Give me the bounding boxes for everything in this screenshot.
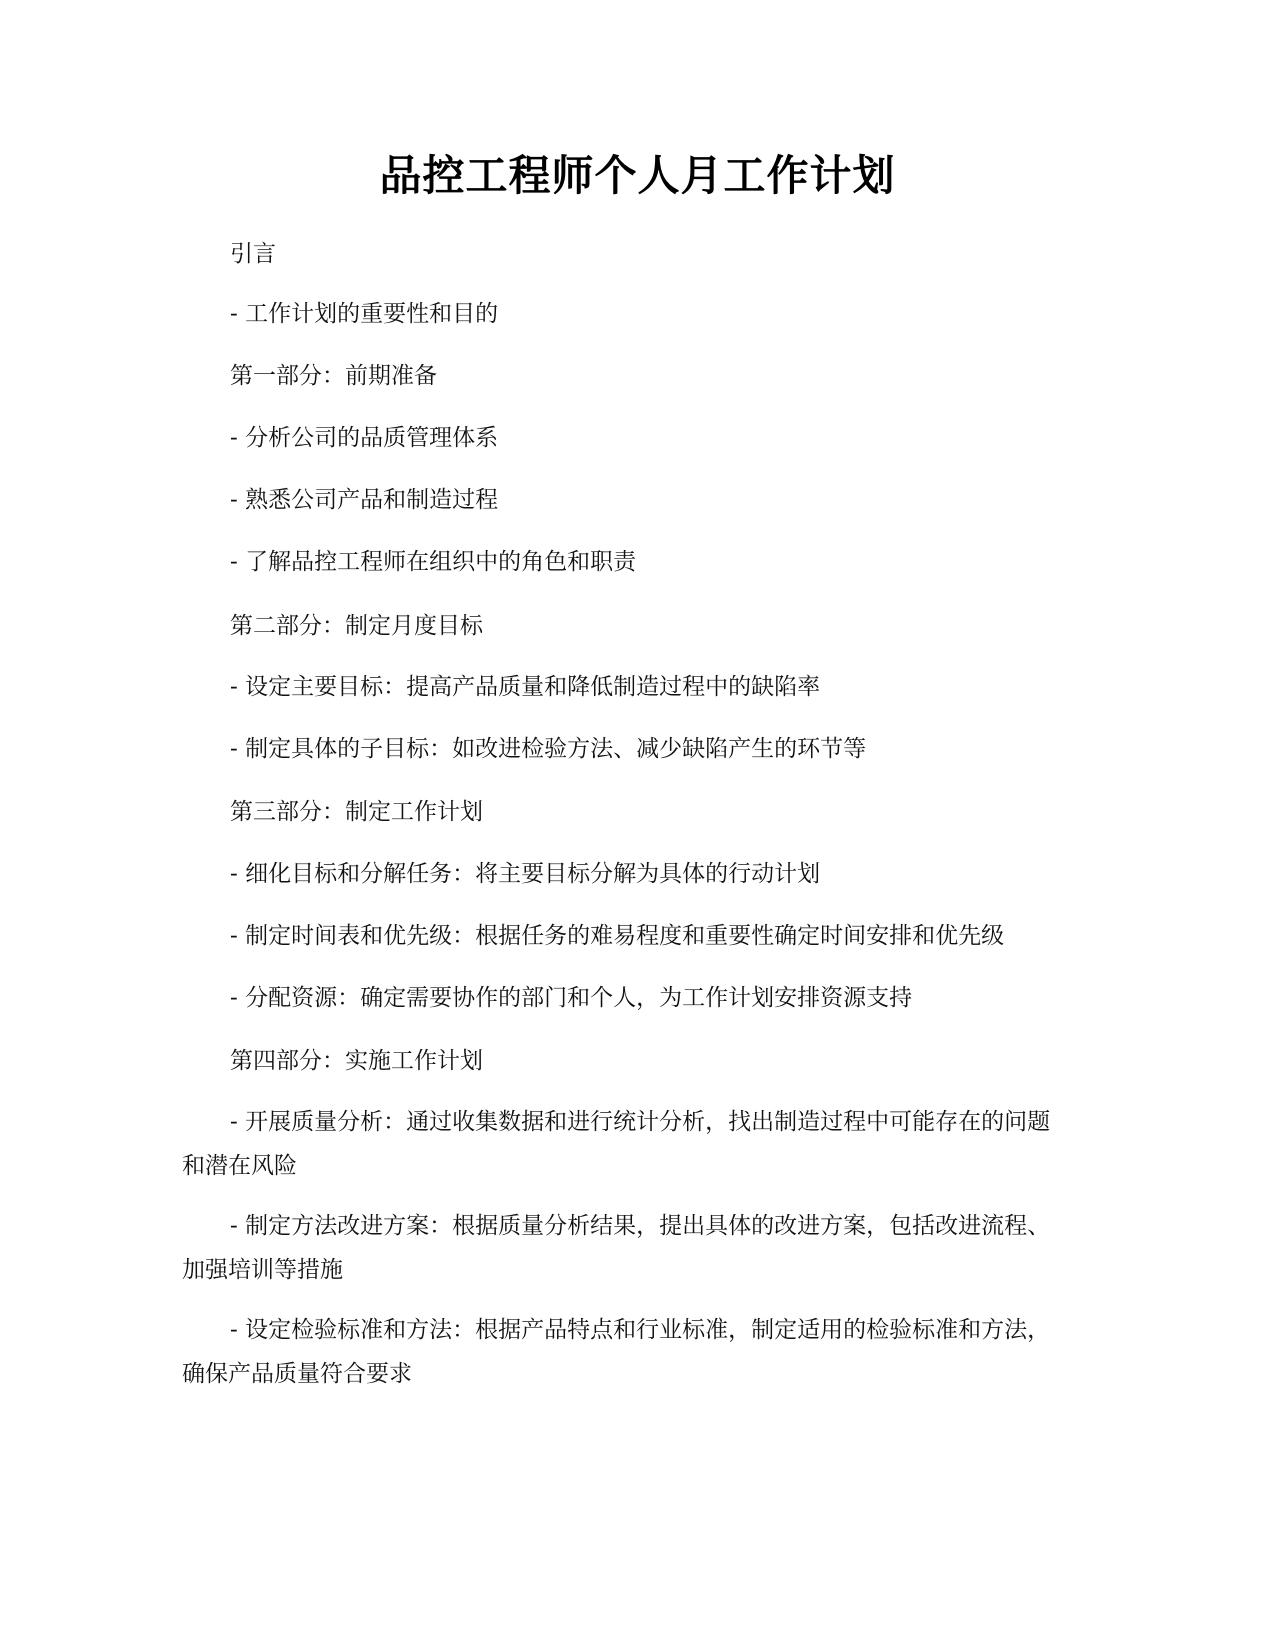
paragraph-part1-item: - 熟悉公司产品和制造过程	[230, 487, 499, 513]
paragraph-part2-item: - 设定主要目标：提高产品质量和降低制造过程中的缺陷率	[230, 674, 821, 700]
paragraph-part1-heading: 第一部分：前期准备	[230, 363, 437, 389]
paragraph-part3-item: - 制定时间表和优先级：根据任务的难易程度和重要性确定时间安排和优先级	[230, 923, 1005, 949]
paragraph-part3-heading: 第三部分：制定工作计划	[230, 799, 483, 825]
paragraph-part1-item: - 了解品控工程师在组织中的角色和职责	[230, 549, 637, 575]
paragraph-part3-item: - 分配资源：确定需要协作的部门和个人，为工作计划安排资源支持	[230, 985, 913, 1011]
paragraph-part4-item: - 设定检验标准和方法：根据产品特点和行业标准，制定适用的检验标准和方法，确保产品质量符合要求	[182, 1317, 1051, 1387]
paragraph-part4-item: - 开展质量分析：通过收集数据和进行统计分析，找出制造过程中可能存在的问题和潜在风险	[182, 1109, 1051, 1179]
paragraph-part1-item: - 分析公司的品质管理体系	[230, 425, 499, 451]
paragraph-part3-item: - 细化目标和分解任务：将主要目标分解为具体的行动计划	[230, 861, 821, 887]
paragraph-part4-heading: 第四部分：实施工作计划	[230, 1048, 483, 1074]
paragraph-intro-heading: 引言	[230, 241, 276, 267]
paragraph-part2-item: - 制定具体的子目标：如改进检验方法、减少缺陷产生的环节等	[230, 736, 867, 762]
document-title: 品控工程师个人月工作计划	[379, 151, 896, 200]
paragraph-intro-item: - 工作计划的重要性和目的	[230, 301, 499, 327]
paragraph-part4-item: - 制定方法改进方案：根据质量分析结果，提出具体的改进方案，包括改进流程、加强培训等措施	[182, 1213, 1051, 1283]
paragraph-part2-heading: 第二部分：制定月度目标	[230, 613, 483, 639]
